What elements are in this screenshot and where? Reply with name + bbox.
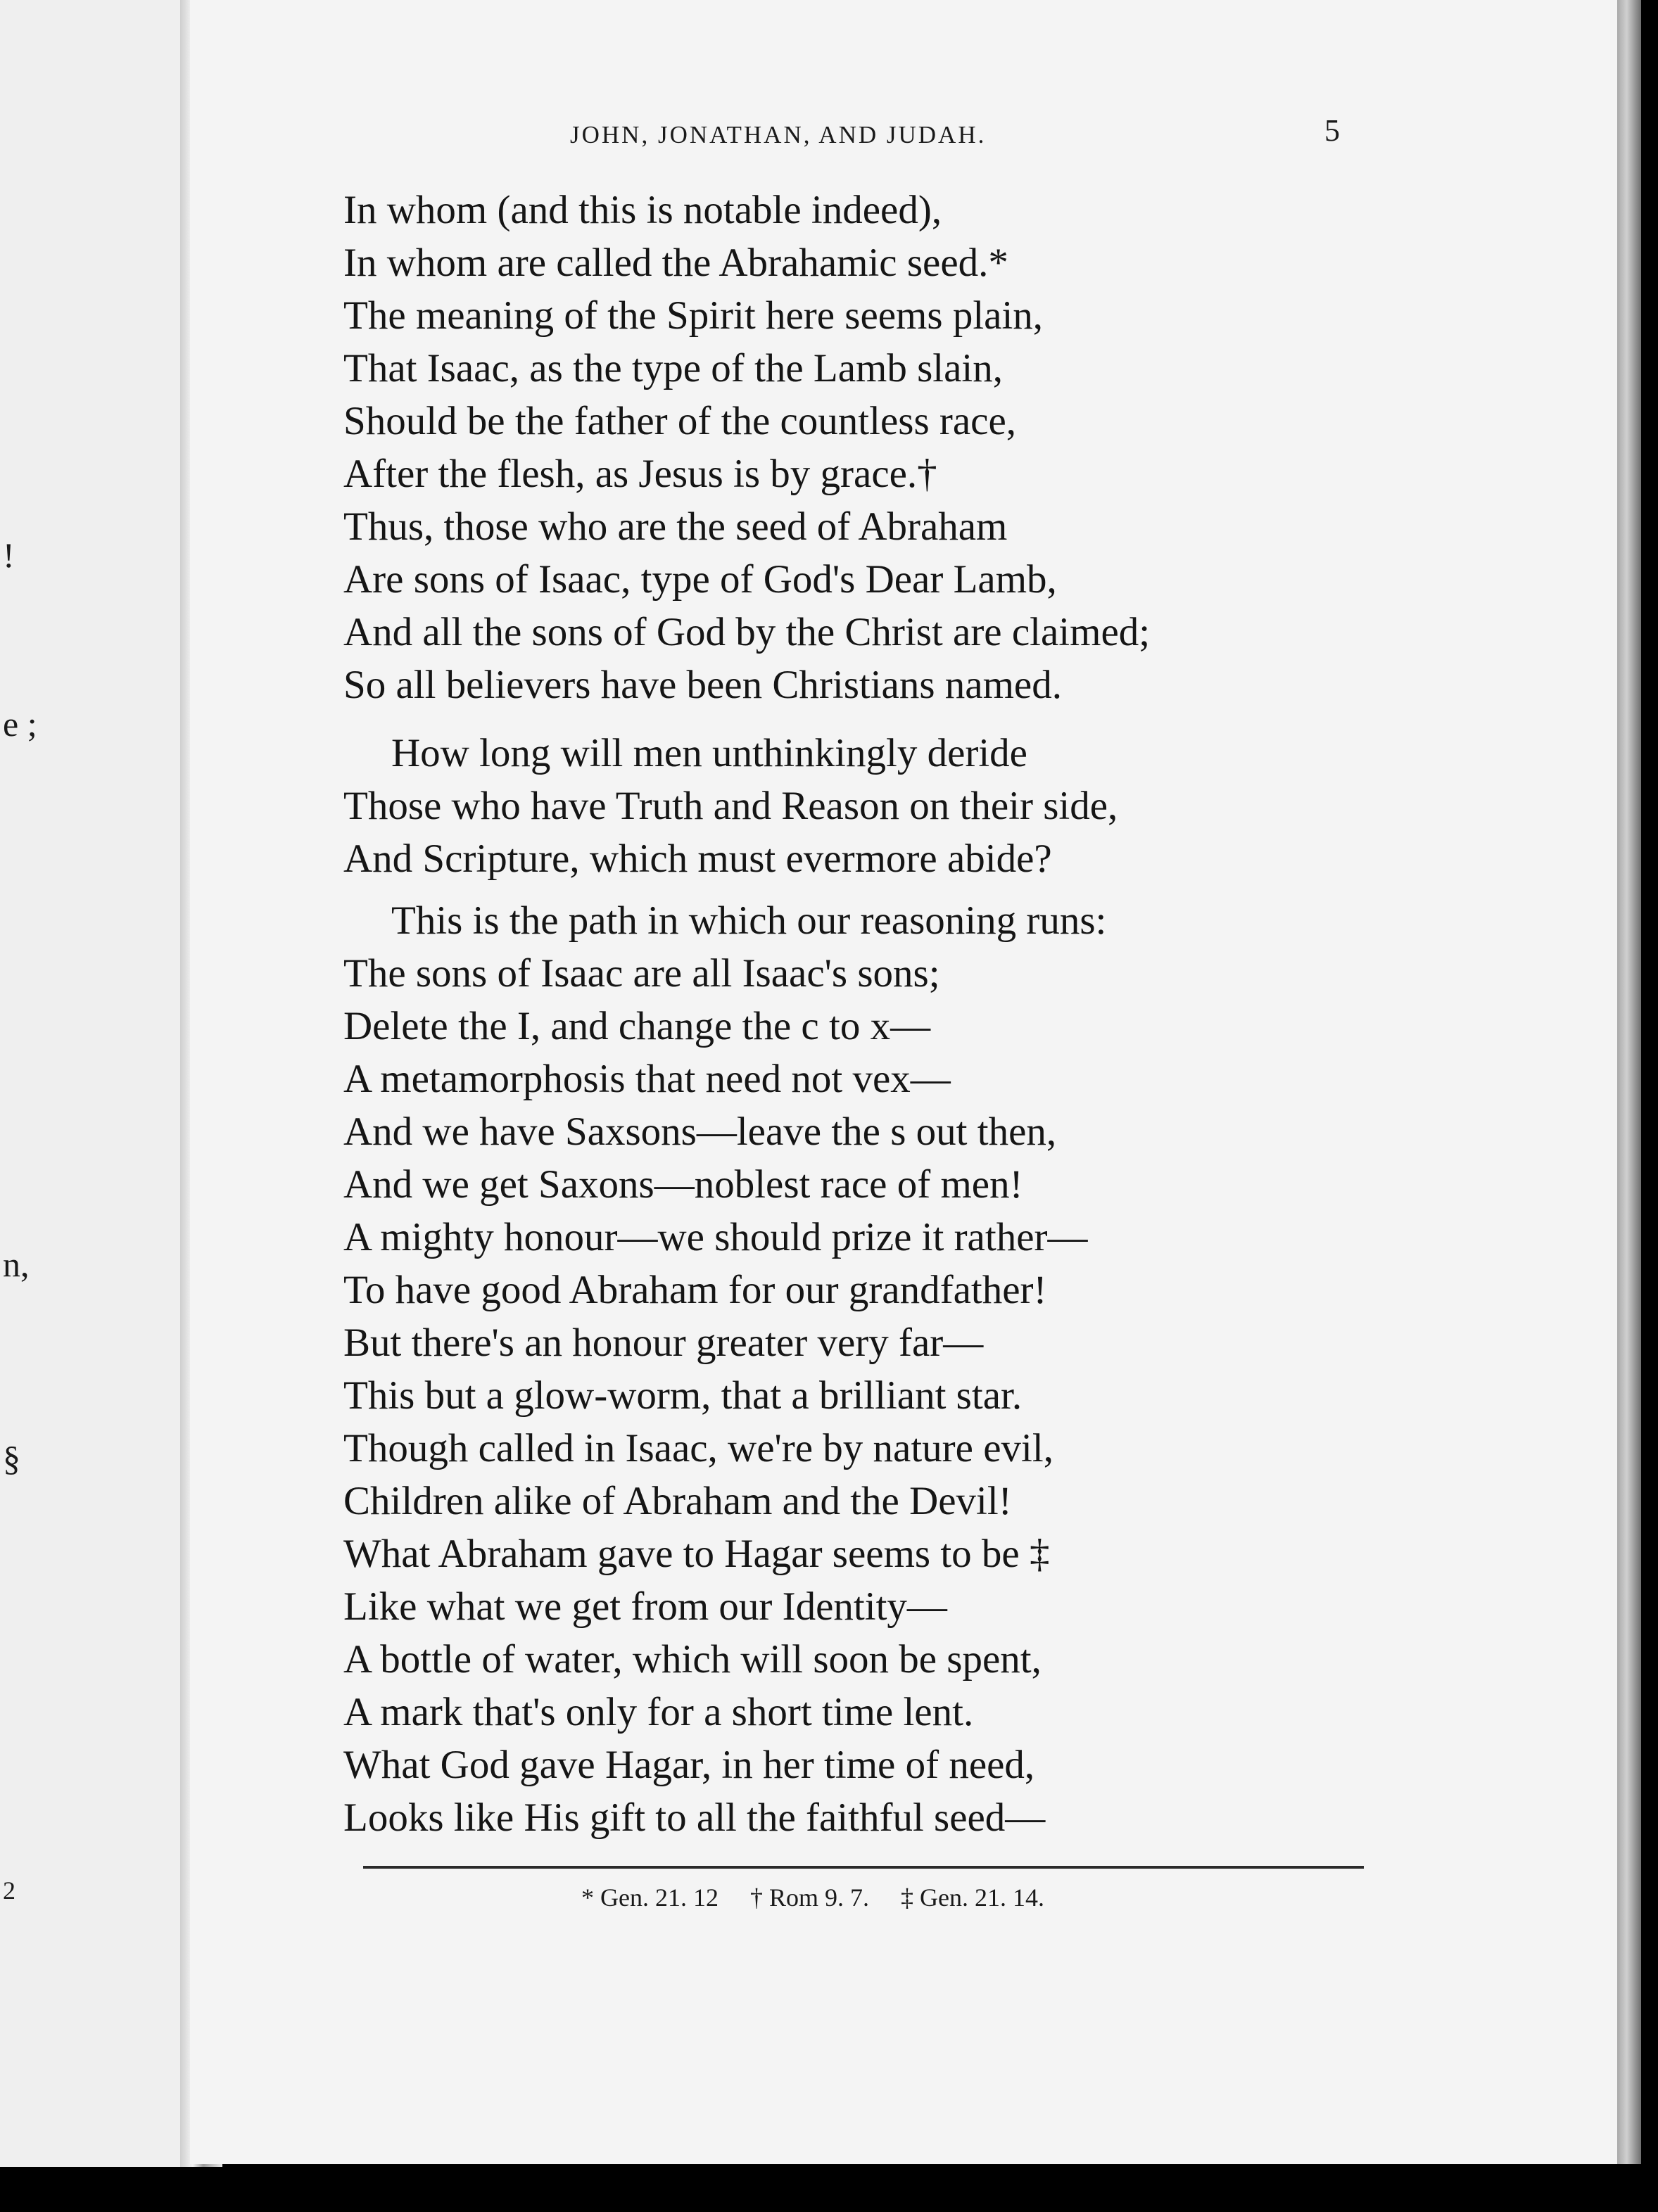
verse-line: The meaning of the Spirit here seems plain, [343,293,1044,338]
verse-line: Delete the I, and change the c to x— [343,1004,931,1048]
verse-line: After the flesh, as Jesus is by grace.† [343,452,937,496]
verse-line: And we get Saxons—noblest race of men! [343,1162,1023,1207]
verse-line: Are sons of Isaac, type of God's Dear Lamb, [343,557,1057,602]
verse-line: This is the path in which our reasoning runs: [391,898,1107,943]
verse-line: How long will men unthinkingly deride [391,731,1027,775]
verse-line: What God gave Hagar, in her time of need, [343,1743,1035,1787]
verse-line: A mark that's only for a short time lent. [343,1690,974,1734]
facing-page-fragment: n, [3,1245,30,1284]
verse-line: And we have Saxsons—leave the s out then, [343,1110,1057,1154]
footnotes [581,1883,1070,1912]
facing-page-fragment: ! [3,535,15,575]
page-edge-shadow [1617,0,1641,2164]
facing-page-number: 2 [3,1876,15,1905]
verse-line: What Abraham gave to Hagar seems to be ‡ [343,1532,1050,1576]
verse-line: So all believers have been Christians named. [343,663,1062,707]
footnote-gen-21-12: * Gen. 21. 12 [581,1883,719,1912]
running-head: JOHN, JONATHAN, AND JUDAH. [570,121,987,148]
verse-line: A bottle of water, which will soon be spent, [343,1637,1042,1682]
verse-line: A metamorphosis that need not vex— [343,1057,951,1101]
verse-line: Children alike of Abraham and the Devil! [343,1479,1012,1523]
footnote-gen-21-14: ‡ Gen. 21. 14. [901,1883,1044,1912]
page-number: 5 [1324,113,1340,148]
verse-line: In whom are called the Abrahamic seed.* [343,241,1008,285]
facing-page [0,0,189,2167]
facing-page-fragment: e ; [3,704,37,744]
facing-page-fragment: § [3,1439,20,1478]
footnote-rom-9-7: † Rom 9. 7. [749,1883,869,1912]
verse-line: A mighty honour—we should prize it rather— [343,1215,1088,1259]
verse-line: This but a glow-worm, that a brilliant star. [343,1373,1023,1418]
verse-line: That Isaac, as the type of the Lamb slain, [343,346,1003,390]
verse-line: And all the sons of God by the Christ are claimed; [343,610,1151,654]
footnote-rule [363,1866,1364,1869]
verse-line: But there's an honour greater very far— [343,1321,984,1365]
verse-line: To have good Abraham for our grandfather! [343,1268,1047,1312]
verse-line: Looks like His gift to all the faithful seed— [343,1795,1046,1840]
verse-line: The sons of Isaac are all Isaac's sons; [343,951,940,996]
verse-line: Those who have Truth and Reason on their side, [343,784,1118,828]
verse-line: Like what we get from our Identity— [343,1584,947,1629]
verse-line: In whom (and this is notable indeed), [343,188,942,232]
verse-line: Thus, those who are the seed of Abraham [343,504,1008,549]
verse-line: Though called in Isaac, we're by nature evil, [343,1426,1053,1470]
verse-line: Should be the father of the countless race, [343,399,1017,443]
verse-line: And Scripture, which must evermore abide? [343,837,1052,881]
